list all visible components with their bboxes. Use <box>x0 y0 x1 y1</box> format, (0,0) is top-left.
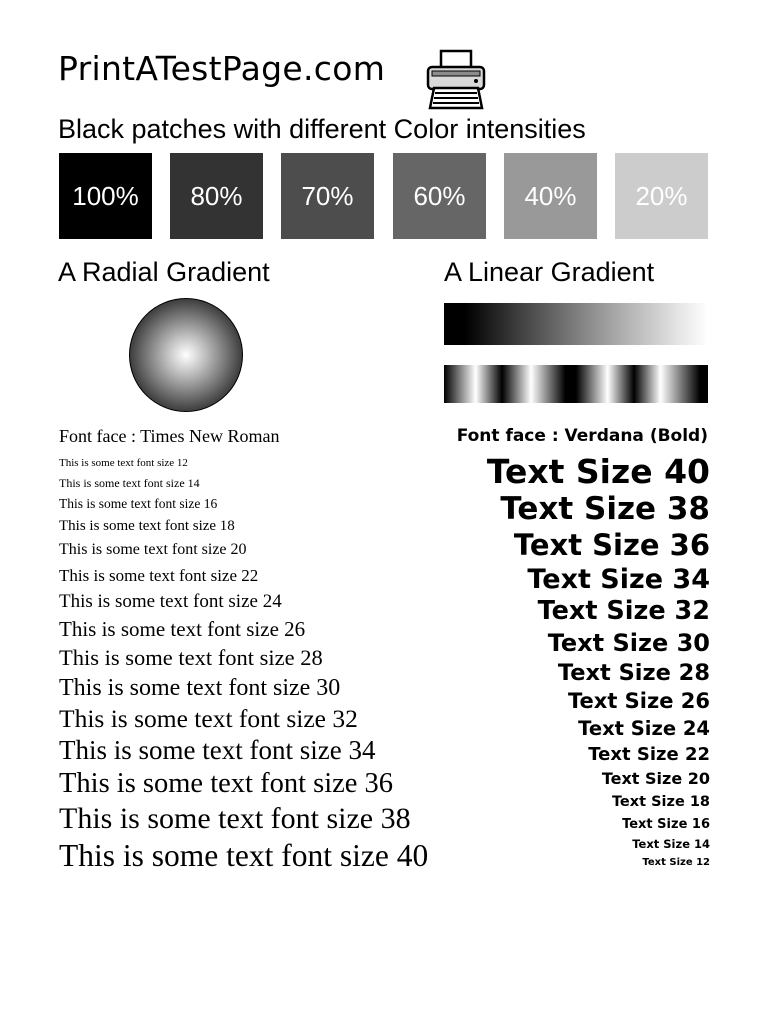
times-sample-line: This is some text font size 18 <box>59 518 235 534</box>
times-sample-line: This is some text font size 12 <box>59 457 188 469</box>
verdana-sample-line: Text Size 18 <box>611 794 710 810</box>
times-sample-line: This is some text font size 40 <box>59 838 429 873</box>
times-sample-line: This is some text font size 24 <box>59 591 282 612</box>
times-sample-line: This is some text font size 36 <box>59 768 394 799</box>
color-patch-60 <box>393 153 486 239</box>
color-patch-20 <box>615 153 708 239</box>
times-sample-line: This is some text font size 22 <box>59 566 259 585</box>
times-sample-line: This is some text font size 26 <box>59 617 306 641</box>
color-patch-80 <box>170 153 263 239</box>
verdana-sample-line: Text Size 22 <box>588 744 710 765</box>
times-sample-line: This is some text font size 38 <box>59 802 411 835</box>
times-sample-line: This is some text font size 20 <box>59 541 247 558</box>
times-sample-line: This is some text font size 34 <box>59 735 376 765</box>
verdana-sample-line: Text Size 12 <box>642 857 710 868</box>
linear-gradient-banded-swatch <box>444 365 708 403</box>
times-sample-line: This is some text font size 14 <box>59 476 200 490</box>
color-patch-100 <box>59 153 152 239</box>
patch-label: 60% <box>413 180 466 211</box>
times-sample-line: This is some text font size 30 <box>59 675 341 701</box>
verdana-sample-line: Text Size 30 <box>547 629 710 657</box>
color-patch-70 <box>281 153 374 239</box>
verdana-sample-line: Text Size 32 <box>537 596 710 626</box>
patches-heading: Black patches with different Color intensities <box>58 114 586 144</box>
patch-label: 40% <box>524 180 577 211</box>
linear-gradient-heading: A Linear Gradient <box>444 257 655 287</box>
patch-label: 70% <box>301 180 354 211</box>
verdana-sample-line: Text Size 16 <box>622 817 710 832</box>
verdana-font-heading: Font face : Verdana (Bold) <box>456 426 708 446</box>
times-sample-line: This is some text font size 28 <box>59 645 323 670</box>
site-title: PrintATestPage.com <box>58 49 386 88</box>
verdana-sample-line: Text Size 36 <box>513 528 710 562</box>
times-font-heading: Font face : Times New Roman <box>59 426 280 446</box>
verdana-sample-line: Text Size 14 <box>632 837 710 851</box>
verdana-sample-line: Text Size 26 <box>568 689 710 713</box>
verdana-sample-line: Text Size 24 <box>578 717 710 740</box>
radial-gradient-heading: A Radial Gradient <box>58 257 270 287</box>
verdana-sample-line: Text Size 34 <box>527 564 710 595</box>
times-sample-line: This is some text font size 32 <box>59 704 358 733</box>
times-sample-line: This is some text font size 16 <box>59 496 218 511</box>
patch-label: 100% <box>72 180 139 211</box>
printer-icon <box>424 48 488 112</box>
color-patch-40 <box>504 153 597 239</box>
radial-gradient-swatch <box>129 298 243 412</box>
verdana-sample-line: Text Size 20 <box>601 769 710 788</box>
verdana-sample-line: Text Size 38 <box>500 491 710 527</box>
verdana-sample-line: Text Size 40 <box>486 452 710 491</box>
verdana-sample-line: Text Size 28 <box>557 660 710 686</box>
patch-label: 80% <box>190 180 243 211</box>
patch-label: 20% <box>635 180 688 211</box>
linear-gradient-swatch <box>444 303 708 345</box>
